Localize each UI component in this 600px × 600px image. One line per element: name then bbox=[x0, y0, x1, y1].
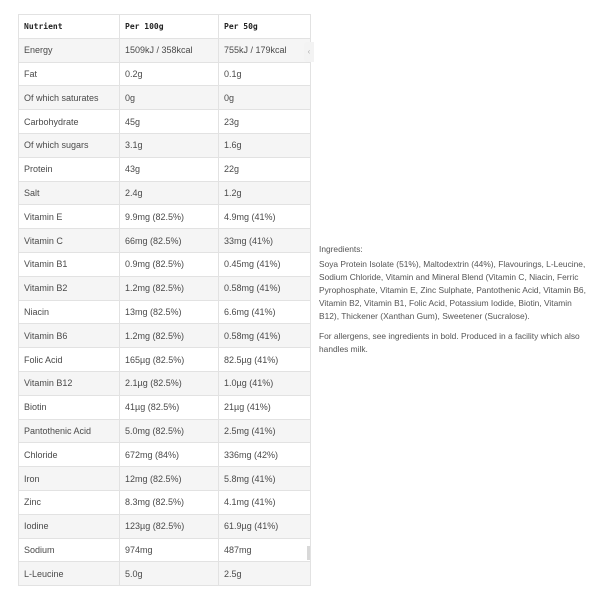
table-row bbox=[19, 371, 311, 395]
per-50g-value-cell: 2.5g bbox=[219, 562, 311, 586]
nutrient-name-cell: Protein bbox=[19, 157, 120, 181]
per-50g-value-cell: 0g bbox=[219, 86, 311, 110]
per-100g-value-cell: 41µg (82.5%) bbox=[120, 395, 219, 419]
nutrient-name-cell: Biotin bbox=[19, 395, 120, 419]
scroll-left-icon[interactable]: ‹ bbox=[304, 42, 314, 62]
per-100g-value-cell: 13mg (82.5%) bbox=[120, 300, 219, 324]
table-row bbox=[19, 205, 311, 229]
nutrient-name-cell: Of which sugars bbox=[19, 133, 120, 157]
table-row bbox=[19, 443, 311, 467]
per-50g-value-cell: 6.6mg (41%) bbox=[219, 300, 311, 324]
table-row bbox=[19, 490, 311, 514]
per-50g-value-cell: 21µg (41%) bbox=[219, 395, 311, 419]
per-50g-value-cell: 22g bbox=[219, 157, 311, 181]
per-50g-value-cell: 1.0µg (41%) bbox=[219, 371, 311, 395]
nutrient-name-cell: Sodium bbox=[19, 538, 120, 562]
ingredients-heading: Ingredients: bbox=[319, 244, 363, 254]
table-row bbox=[19, 276, 311, 300]
per-50g-value-cell: 23g bbox=[219, 110, 311, 134]
table-row bbox=[19, 562, 311, 586]
nutrient-name-cell: Salt bbox=[19, 181, 120, 205]
nutrition-table bbox=[18, 14, 311, 586]
nutrient-name-cell: Of which saturates bbox=[19, 86, 120, 110]
table-row bbox=[19, 514, 311, 538]
per-100g-value-cell: 2.1µg (82.5%) bbox=[120, 371, 219, 395]
nutrient-name-cell: Vitamin B12 bbox=[19, 371, 120, 395]
per-50g-value-cell: 755kJ / 179kcal bbox=[219, 38, 311, 62]
per-100g-value-cell: 0.2g bbox=[120, 62, 219, 86]
scrollbar-thumb[interactable] bbox=[307, 546, 310, 560]
per-100g-value-cell: 1.2mg (82.5%) bbox=[120, 324, 219, 348]
per-50g-value-cell: 82.5µg (41%) bbox=[219, 348, 311, 372]
nutrient-name-cell: Fat bbox=[19, 62, 120, 86]
table-row bbox=[19, 229, 311, 253]
table-row bbox=[19, 300, 311, 324]
column-header-per-50g: Per 50g bbox=[219, 15, 311, 39]
table-row bbox=[19, 467, 311, 491]
per-100g-value-cell: 8.3mg (82.5%) bbox=[120, 490, 219, 514]
table-row bbox=[19, 62, 311, 86]
nutrient-name-cell: Vitamin B2 bbox=[19, 276, 120, 300]
nutrient-name-cell: Vitamin E bbox=[19, 205, 120, 229]
nutrient-name-cell: L-Leucine bbox=[19, 562, 120, 586]
per-50g-value-cell: 0.58mg (41%) bbox=[219, 276, 311, 300]
table-row bbox=[19, 86, 311, 110]
per-50g-value-cell: 5.8mg (41%) bbox=[219, 467, 311, 491]
per-50g-value-cell: 487mg bbox=[219, 538, 311, 562]
per-50g-value-cell: 0.1g bbox=[219, 62, 311, 86]
nutrient-name-cell: Iron bbox=[19, 467, 120, 491]
per-100g-value-cell: 45g bbox=[120, 110, 219, 134]
per-50g-value-cell: 0.45mg (41%) bbox=[219, 252, 311, 276]
per-100g-value-cell: 1509kJ / 358kcal bbox=[120, 38, 219, 62]
per-50g-value-cell: 1.6g bbox=[219, 133, 311, 157]
per-50g-value-cell: 61.9µg (41%) bbox=[219, 514, 311, 538]
per-50g-value-cell: 336mg (42%) bbox=[219, 443, 311, 467]
per-100g-value-cell: 12mg (82.5%) bbox=[120, 467, 219, 491]
per-50g-value-cell: 2.5mg (41%) bbox=[219, 419, 311, 443]
per-100g-value-cell: 0.9mg (82.5%) bbox=[120, 252, 219, 276]
nutrient-name-cell: Iodine bbox=[19, 514, 120, 538]
nutrient-name-cell: Carbohydrate bbox=[19, 110, 120, 134]
per-100g-value-cell: 43g bbox=[120, 157, 219, 181]
per-50g-value-cell: 0.58mg (41%) bbox=[219, 324, 311, 348]
per-100g-value-cell: 1.2mg (82.5%) bbox=[120, 276, 219, 300]
nutrient-name-cell: Vitamin B1 bbox=[19, 252, 120, 276]
per-100g-value-cell: 974mg bbox=[120, 538, 219, 562]
ingredients-panel bbox=[319, 243, 591, 356]
table-row bbox=[19, 38, 311, 62]
per-50g-value-cell: 4.9mg (41%) bbox=[219, 205, 311, 229]
table-body bbox=[19, 38, 311, 585]
per-100g-value-cell: 3.1g bbox=[120, 133, 219, 157]
table-row bbox=[19, 133, 311, 157]
per-100g-value-cell: 165µg (82.5%) bbox=[120, 348, 219, 372]
table-row bbox=[19, 181, 311, 205]
column-header-nutrient: Nutrient bbox=[19, 15, 120, 39]
column-header-per-100g: Per 100g bbox=[120, 15, 219, 39]
nutrient-name-cell: Folic Acid bbox=[19, 348, 120, 372]
ingredients-text: Soya Protein Isolate (51%), Maltodextrin (44%), Flavourings, L-Leucine, Sodium Chloride, Vitamin and Mineral Blend (Vitamin C, Niacin, Ferric Pyrophosphate, Vitamin E, Zinc Sulphate, Pantothenic Acid, Vitamin B6, Vitamin B2, Vitamin B1, Folic Acid, Potassium Iodide, Biotin, Vitamin B12), Thickener (Xanthan Gum), Sweetener (Sucralose). bbox=[319, 259, 586, 321]
per-100g-value-cell: 123µg (82.5%) bbox=[120, 514, 219, 538]
per-100g-value-cell: 0g bbox=[120, 86, 219, 110]
allergen-note: For allergens, see ingredients in bold. Produced in a facility which also handles milk. bbox=[319, 331, 580, 354]
nutrient-name-cell: Energy bbox=[19, 38, 120, 62]
nutrient-name-cell: Vitamin C bbox=[19, 229, 120, 253]
table-row bbox=[19, 252, 311, 276]
nutrient-name-cell: Chloride bbox=[19, 443, 120, 467]
table-row bbox=[19, 157, 311, 181]
per-50g-value-cell: 4.1mg (41%) bbox=[219, 490, 311, 514]
per-50g-value-cell: 1.2g bbox=[219, 181, 311, 205]
table-row bbox=[19, 324, 311, 348]
table-row bbox=[19, 395, 311, 419]
nutrient-name-cell: Niacin bbox=[19, 300, 120, 324]
per-100g-value-cell: 672mg (84%) bbox=[120, 443, 219, 467]
per-100g-value-cell: 66mg (82.5%) bbox=[120, 229, 219, 253]
per-100g-value-cell: 9.9mg (82.5%) bbox=[120, 205, 219, 229]
per-100g-value-cell: 2.4g bbox=[120, 181, 219, 205]
per-100g-value-cell: 5.0g bbox=[120, 562, 219, 586]
nutrient-name-cell: Pantothenic Acid bbox=[19, 419, 120, 443]
nutrient-name-cell: Vitamin B6 bbox=[19, 324, 120, 348]
table-row bbox=[19, 538, 311, 562]
per-50g-value-cell: 33mg (41%) bbox=[219, 229, 311, 253]
per-100g-value-cell: 5.0mg (82.5%) bbox=[120, 419, 219, 443]
nutrient-name-cell: Zinc bbox=[19, 490, 120, 514]
table-row bbox=[19, 419, 311, 443]
table-row bbox=[19, 110, 311, 134]
table-header-row bbox=[19, 15, 311, 39]
table-row bbox=[19, 348, 311, 372]
